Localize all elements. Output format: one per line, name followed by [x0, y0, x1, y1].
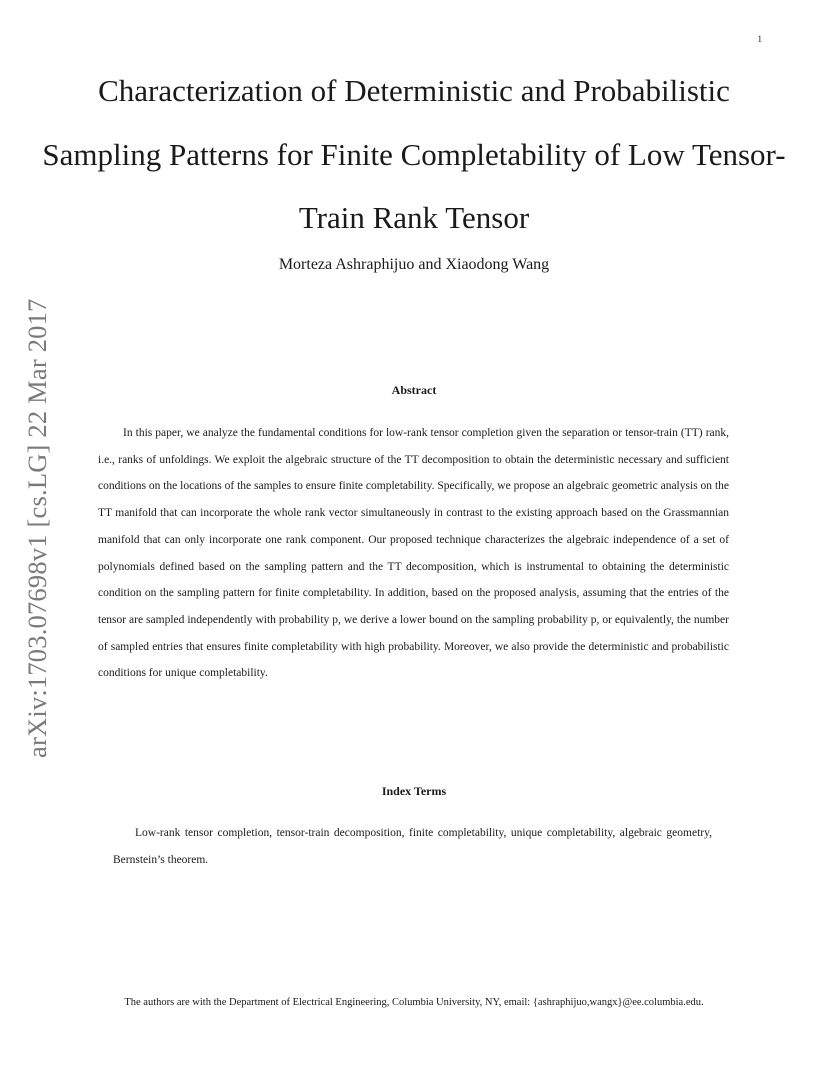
page-number: 1: [757, 34, 762, 44]
index-terms-text: Low-rank tensor completion, tensor-train decomposition, finite completability, unique completability, algebraic geometry, Bernstein’s theorem.: [113, 827, 712, 866]
paper-title: Characterization of Deterministic and Probabilistic Sampling Patterns for Finite Completability of Low Tensor-Train Rank Tensor: [42, 73, 786, 235]
abstract-text: In this paper, we analyze the fundamental conditions for low-rank tensor completion given the separation or tensor-train (TT) rank, i.e., ranks of unfoldings. We exploit the algebraic structure of the TT decomposition to obtain the deterministic necessary and sufficient conditions on the locations of the samples to ensure finite completability. Specifically, we propose an algebraic geometric analysis on the TT manifold that can incorporate the whole rank vector simultaneously in contrast to the existing approach based on the Grassmannian manifold that can only incorporate one rank component. Our proposed technique characterizes the algebraic independence of a set of polynomials defined based on the sampling pattern and the TT decomposition, which is instrumental to obtaining the deterministic condition on the sampling pattern for finite completability. In addition, based on the proposed analysis, assuming that the entries of the tensor are sampled independently with probability p, we derive a lower bound on the sampling probability p, or equivalently, the number of sampled entries that ensures finite completability with high probability. Moreover, we also provide the deterministic and probabilistic conditions for unique completability.: [98, 427, 729, 680]
abstract-heading: Abstract: [391, 383, 437, 397]
index-terms-heading: Index Terms: [381, 784, 447, 798]
author-footnote: The authors are with the Department of Electrical Engineering, Columbia University, NY, email: {ashraphijuo,wangx}@ee.columbia.edu.: [124, 997, 704, 1008]
authors: Morteza Ashraphijuo and Xiaodong Wang: [278, 256, 550, 273]
arxiv-stamp: arXiv:1703.07698v1 [cs.LG] 22 Mar 2017: [22, 298, 52, 758]
